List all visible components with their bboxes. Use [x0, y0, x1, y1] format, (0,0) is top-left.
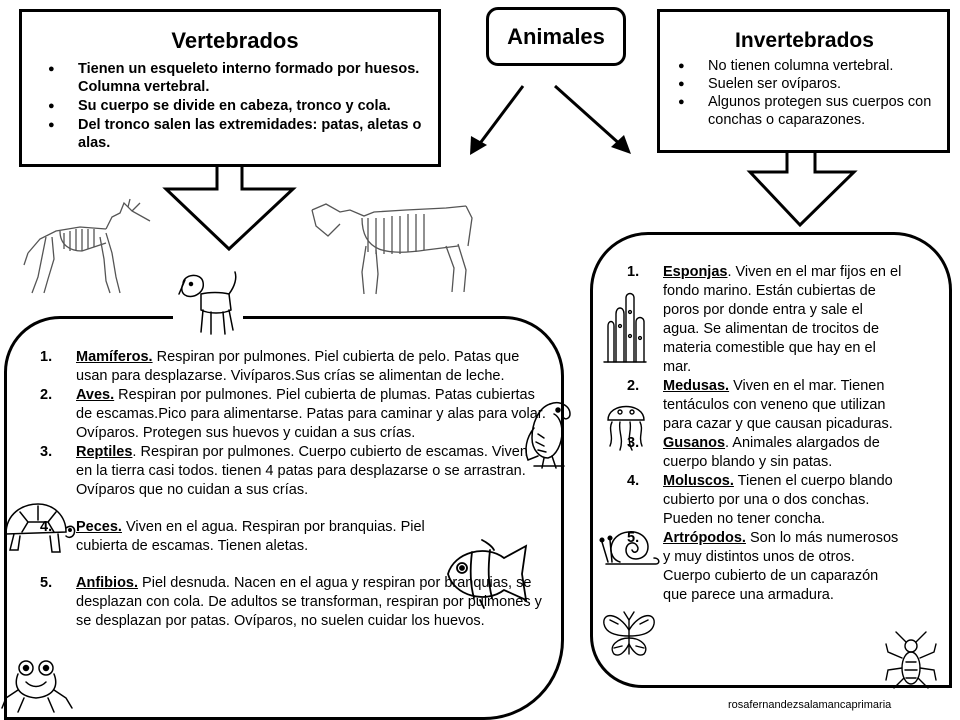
invertebrados-bullet: ● Suelen ser ovíparos. — [670, 75, 939, 93]
group-name: Moluscos. — [663, 473, 734, 489]
arrow-line-right — [555, 86, 622, 146]
invertebrados-bullets — [670, 57, 939, 129]
invertebrate-group-item — [627, 434, 903, 472]
invertebrate-group-item — [627, 472, 903, 529]
turtle-icon — [0, 496, 76, 560]
group-name: Artrópodos. — [663, 530, 746, 546]
invertebrados-title: Invertebrados — [735, 29, 874, 52]
vertebrados-bullet: ● Tienen un esqueleto interno formado por huesos. Columna vertebral. — [40, 60, 430, 96]
parrot-icon — [518, 398, 576, 472]
invertebrate-group-item — [627, 377, 903, 434]
insect-icon — [884, 630, 938, 692]
group-description: Viven en el agua. Respiran por branquias. Piel cubierta de escamas. Tienen aletas. — [76, 519, 425, 554]
group-description: . Viven en el mar fijos en el fondo marino. Están cubiertas de poros por donde entra y sale el agua. Se alimentan de trocitos de materia comestible que hay en el mar. — [663, 264, 902, 375]
dog-icon — [173, 264, 243, 342]
butterfly-icon — [600, 610, 658, 660]
item-number: 4. — [627, 473, 640, 489]
item-number: 5. — [627, 530, 640, 546]
invertebrate-group-item — [627, 263, 903, 377]
vertebrate-group-item — [40, 518, 436, 556]
group-description: . Animales alargados de cuerpo blando y sin patas. — [663, 435, 880, 470]
invertebrados-box — [657, 9, 950, 153]
invertebrados-bullet: ● No tienen columna vertebral. — [670, 57, 939, 75]
jellyfish-icon — [602, 398, 650, 452]
group-description: Tienen el cuerpo blando cubierto por una o dos conchas. Pueden no tener concha. — [663, 473, 893, 527]
invertebrate-groups-list — [627, 263, 903, 605]
group-name: Medusas. — [663, 378, 730, 394]
vertebrate-group-item — [40, 443, 546, 500]
vertebrados-bullet: ● Su cuerpo se divide en cabeza, tronco y cola. — [40, 97, 430, 115]
vertebrate-group-item — [40, 386, 546, 443]
group-name: Peces. — [76, 519, 122, 535]
invertebrados-bullet: ● Algunos protegen sus cuerpos con conchas o caparazones. — [670, 93, 939, 129]
group-description: . Respiran por pulmones. Cuerpo cubierto de escamas. Viven en la tierra casi todos. tienen 4 patas para desplazarse o se arrastran. Ovíparos que no cuidan a sus crías. — [76, 444, 528, 498]
group-name: Anfibios. — [76, 575, 139, 591]
sponge-icon — [602, 292, 648, 364]
item-number: 4. — [40, 519, 53, 535]
vertebrados-bullet: ● Del tronco salen las extremidades: patas, aletas o alas. — [40, 116, 430, 152]
animales-box — [486, 7, 626, 66]
animales-title: Animales — [507, 23, 605, 49]
snail-icon — [598, 518, 662, 570]
group-description: Respiran por pulmones. Piel cubierta de plumas. Patas cubiertas de escamas.Pico para alimentarse. Patas para caminar y alas para volar. Ovíparos. Protegen sus huevos y cuidan a sus crías. — [76, 387, 546, 441]
vertebrados-bullets — [40, 60, 430, 152]
item-number: 3. — [627, 435, 640, 451]
invertebrate-group-item — [627, 529, 903, 605]
item-number: 5. — [40, 575, 53, 591]
group-name: Esponjas — [663, 264, 728, 280]
item-number: 1. — [40, 349, 53, 365]
down-arrow-invertebrados — [750, 150, 854, 225]
item-number: 1. — [627, 264, 640, 280]
down-arrow-vertebrados — [166, 165, 293, 249]
vertebrate-group-item — [40, 348, 546, 386]
fish-icon — [440, 538, 532, 610]
group-description: Piel desnuda. Nacen en el agua y respiran por branquias, se desplazan con cola. De adultos se transforman, respiran por pulmones y se desplazan por patas. Ovíparos, no suelen cuidar los huevos. — [76, 575, 542, 629]
group-name: Aves. — [76, 387, 115, 403]
group-name: Mamíferos. — [76, 349, 153, 365]
vertebrados-title: Vertebrados — [171, 28, 299, 53]
dog-skeleton-icon — [20, 193, 160, 298]
item-number: 2. — [40, 387, 53, 403]
vertebrados-box — [19, 9, 441, 167]
cow-skeleton-icon — [306, 196, 478, 298]
group-name: Gusanos — [663, 435, 726, 451]
group-description: Son lo más numerosos y muy distintos unos de otros. Cuerpo cubierto de un caparazón que parece una armadura. — [663, 530, 899, 603]
author-credit: rosafernandezsalamancaprimaria — [728, 699, 892, 711]
group-name: Reptiles — [76, 444, 133, 460]
frog-icon — [0, 654, 76, 716]
arrow-line-left — [478, 86, 523, 146]
group-description: Respiran por pulmones. Piel cubierta de pelo. Patas que usan para desplazarse. Vivíparos.Sus crías se alimentan de leche. — [76, 349, 520, 384]
item-number: 2. — [627, 378, 640, 394]
group-description: Viven en el mar. Tienen tentáculos con veneno que utilizan para cazar y que causan picaduras. — [663, 378, 893, 432]
item-number: 3. — [40, 444, 53, 460]
